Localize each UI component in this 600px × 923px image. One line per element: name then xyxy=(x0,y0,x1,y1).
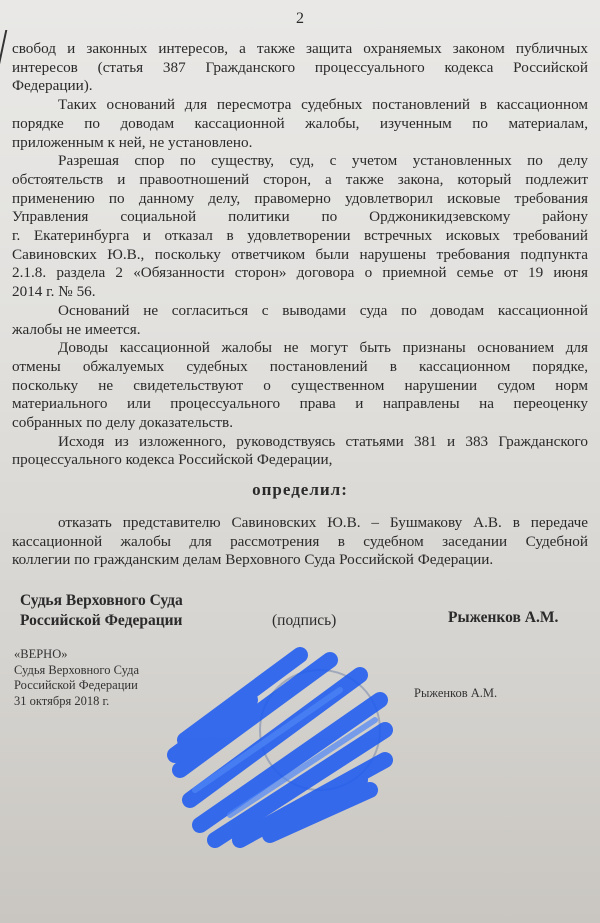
text-line: поскольку не свидетельствуют о существенном нарушении судом норм xyxy=(12,376,588,394)
text-line: отмены обжалуемых судебных постановлений в кассационном порядке, xyxy=(12,357,588,375)
text-line: кассационной жалобы для рассмотрения в судебном заседании Судебной xyxy=(12,532,588,550)
text-line: Доводы кассационной жалобы не могут быть признаны основанием для xyxy=(58,339,588,357)
text-line: Исходя из изложенного, руководствуясь статьями 381 и 383 Гражданского xyxy=(58,432,588,450)
text-line: отказать представителю Савиновских Ю.В. – Бушмакову А.В. в передаче xyxy=(58,514,588,531)
text-line: жалобы не имеется. xyxy=(12,320,141,338)
text-line: 2014 г. № 56. xyxy=(12,283,96,301)
text-line: приложенным к ней, не установлено. xyxy=(12,133,253,151)
certification-line2: Российской Федерации xyxy=(14,678,138,692)
page-number: 2 xyxy=(296,10,304,27)
text-line: собранных по делу доказательств. xyxy=(12,414,233,431)
text-line: Управления социальной политики по Орджоникидзевскому району xyxy=(12,208,588,226)
text-line: Разрешая спор по существу, суд, с учетом установленных по делу xyxy=(58,152,588,170)
text-line: процессуального кодекса Российской Федерации, xyxy=(12,451,333,469)
judge-name: Рыженков А.М. xyxy=(448,609,559,626)
certification-verno: «ВЕРНО» xyxy=(14,647,68,661)
redaction-strokes xyxy=(175,655,385,840)
text-line: г. Екатеринбурга и отказал в удовлетворении встречных исковых требований xyxy=(12,227,588,244)
certification-name: Рыженков А.М. xyxy=(414,686,498,700)
text-line: применению по данному делу, правомерно удовлетворил исковые требования xyxy=(12,189,588,207)
text-line: свобод и законных интересов, а также защита охраняемых законом публичных xyxy=(12,40,588,57)
signature-title-line2: Российской Федерации xyxy=(20,612,183,629)
certification-line1: Судья Верховного Суда xyxy=(14,662,140,677)
text-line: материального или процессуального права и направлены на переоценку xyxy=(12,395,588,413)
text-line: 2.1.8. раздела 2 «Обязанности сторон» договора о приемной семье от 19 июня xyxy=(12,264,588,282)
text-line: Федерации). xyxy=(12,77,93,95)
text-line: Таких оснований для пересмотра судебных постановлений в кассационном xyxy=(58,96,588,114)
signature-placeholder: (подпись) xyxy=(272,612,337,629)
ruling-heading: определил: xyxy=(252,480,348,499)
signature-title-line1: Судья Верховного Суда xyxy=(20,592,183,609)
text-line: интересов (статья 387 Гражданского процессуального кодекса Российской xyxy=(12,58,588,76)
text-line: Савиновских Ю.В., поскольку ответчиком были нарушены требования подпункта xyxy=(12,245,588,263)
text-line: Оснований не согласиться с выводами суда по доводам кассационной xyxy=(58,301,588,319)
certification-date: 31 октября 2018 г. xyxy=(14,693,110,708)
text-line: обстоятельств и правоотношений сторон, а также закона, который подлежит xyxy=(12,170,588,188)
text-line: коллегии по гражданским делам Верховного Суда Российской Федерации. xyxy=(12,551,494,569)
text-line: порядке по доводам кассационной жалобы, изученным по материалам, xyxy=(12,114,588,132)
